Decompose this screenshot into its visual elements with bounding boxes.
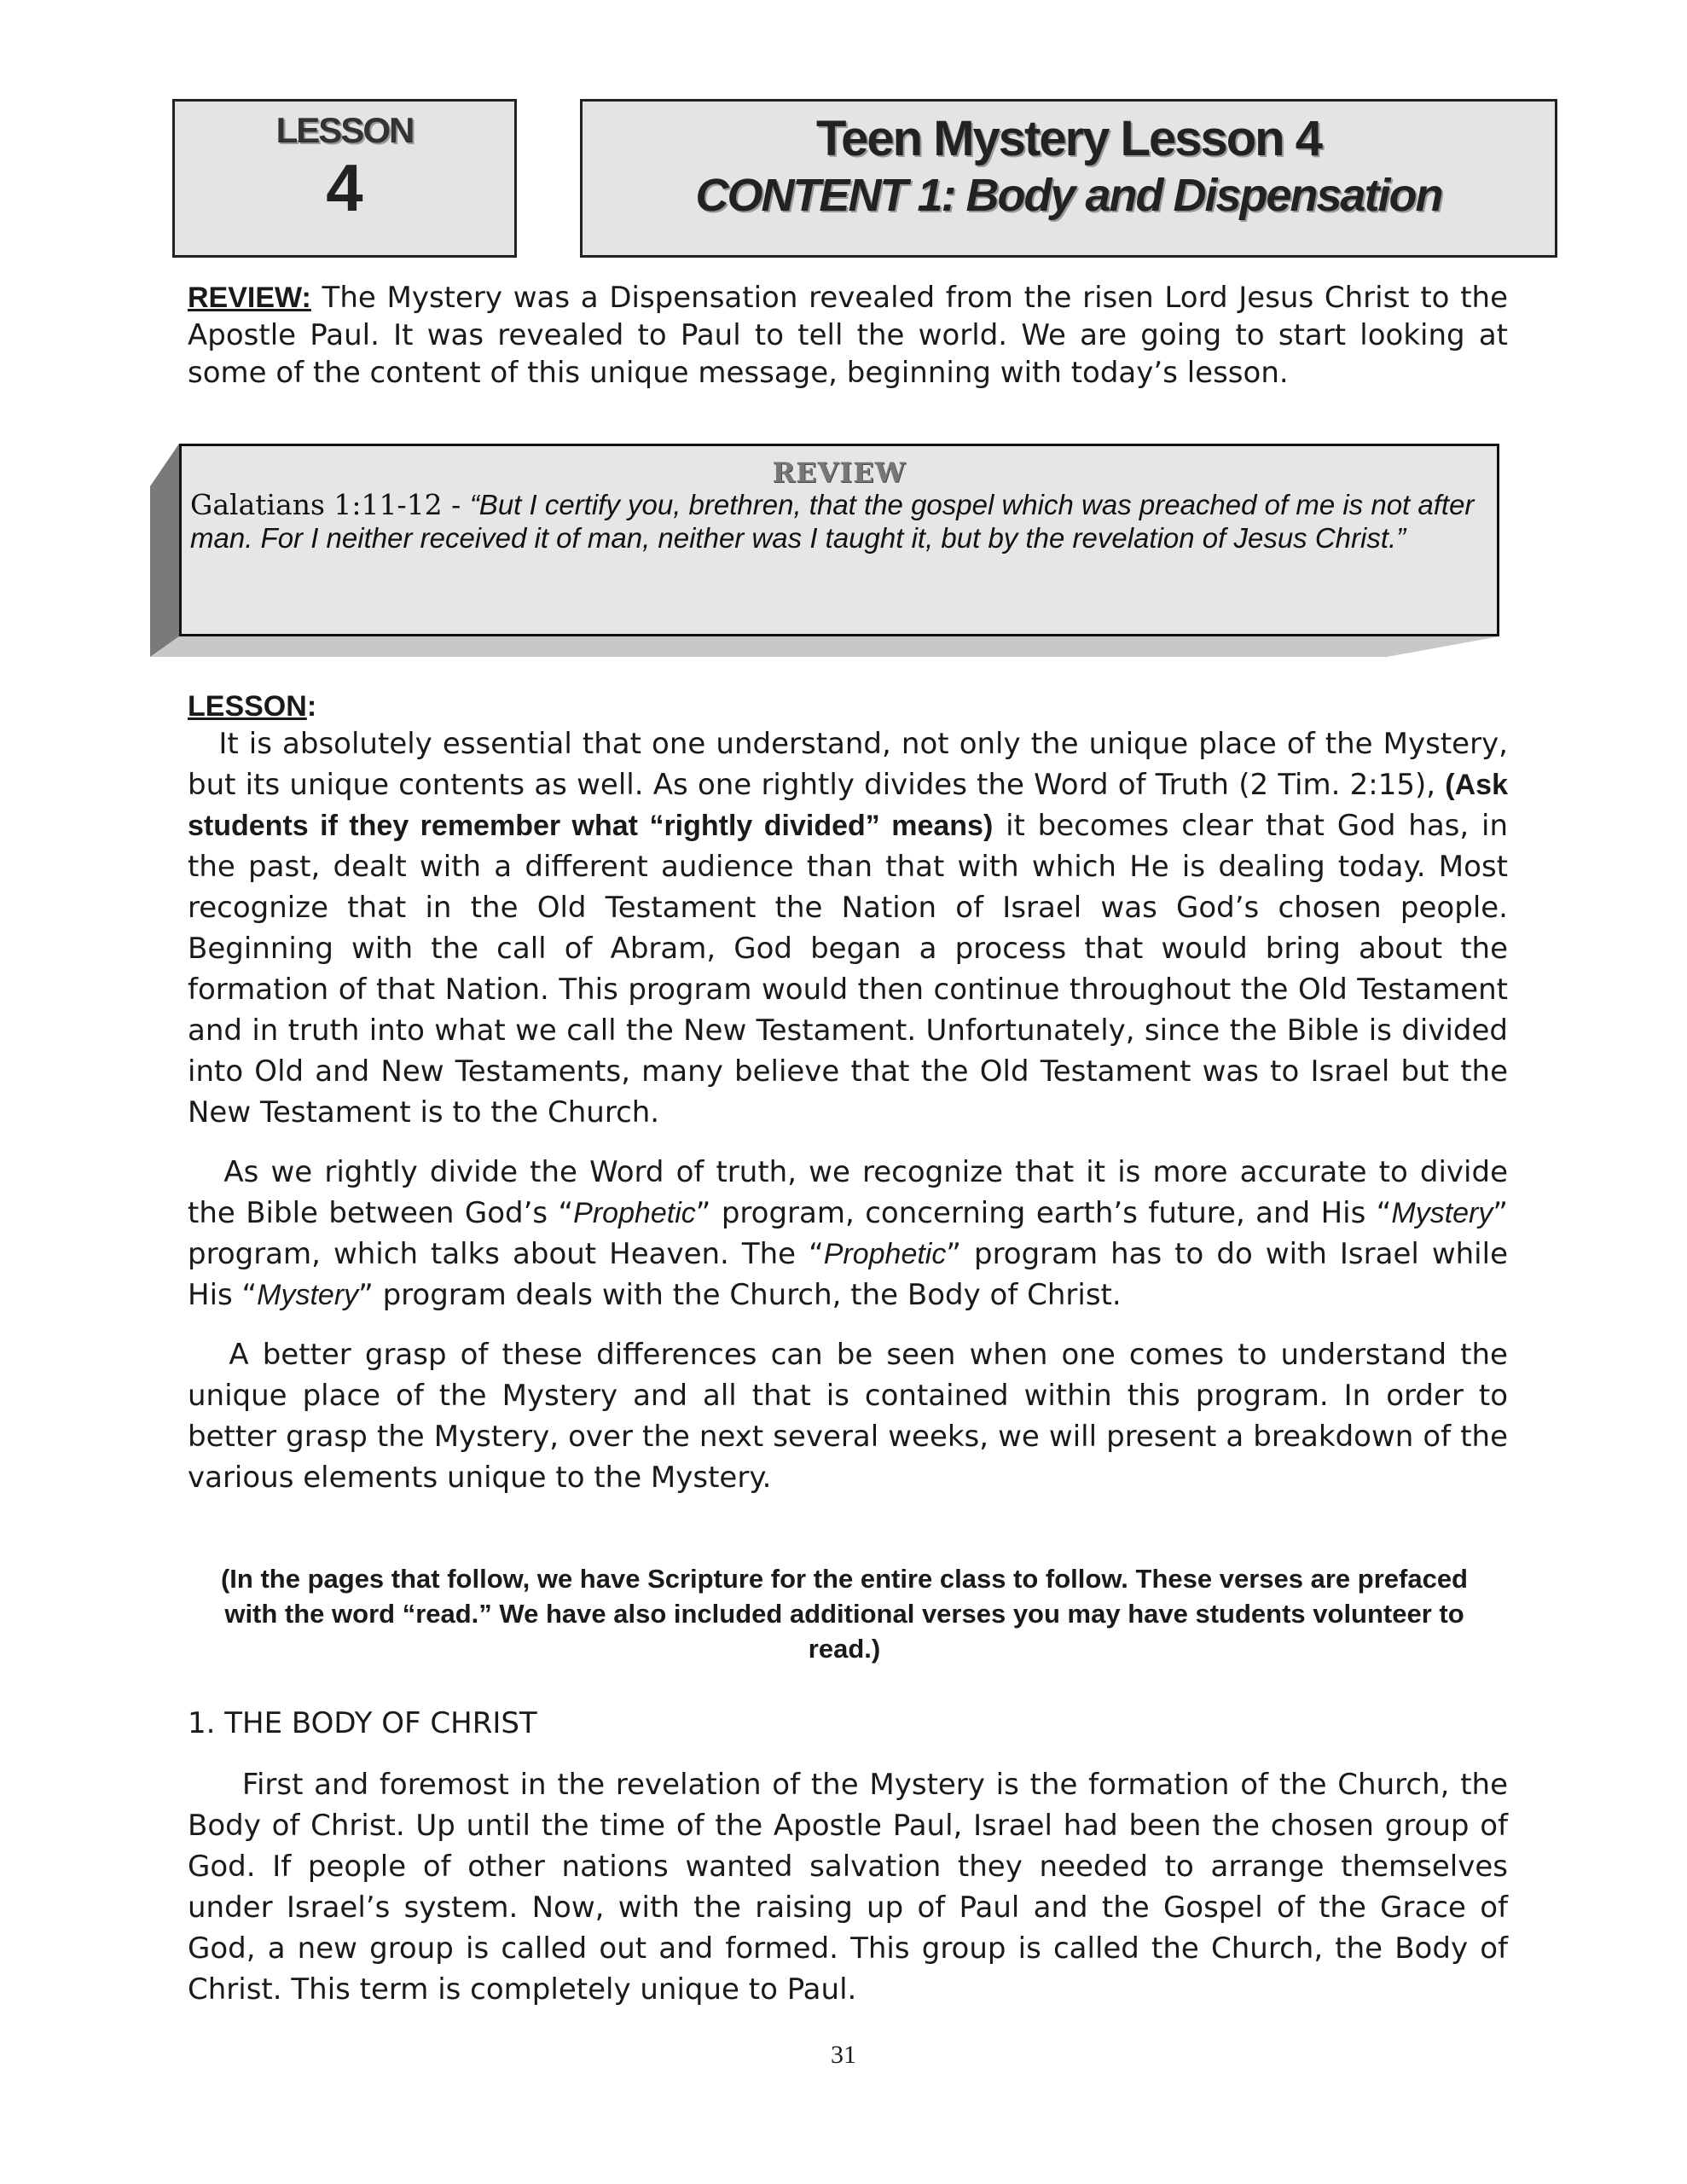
scripture-reference: Galatians 1:11-12 - bbox=[190, 488, 470, 521]
p2-text-d: ” program has to do with Israel while His “ bbox=[188, 1237, 1517, 1312]
p2-text-a: As we rightly divide the Word of truth, we recognize that it is more accurate to divide the Bible between God’s “ bbox=[188, 1155, 1517, 1230]
p2-mystery-1: Mystery bbox=[1391, 1197, 1493, 1229]
lesson-label: LESSON bbox=[275, 110, 414, 150]
p2-text-c: ” program, which talks about Heaven. The “ bbox=[188, 1196, 1517, 1271]
p2-prophetic-2: Prophetic bbox=[823, 1238, 947, 1270]
p2-text-b: ” program, concerning earth’s future, and His “ bbox=[695, 1196, 1392, 1230]
p1-text-start: It is absolutely essential that one understand, not only the unique place of the Mystery, but its unique contents as well. As one rightly divides the Word of Truth (2 Tim. 2:15), bbox=[188, 727, 1517, 802]
page-title: Teen Mystery Lesson 4 bbox=[816, 111, 1321, 166]
section-heading: 1. THE BODY OF CHRIST bbox=[188, 1706, 537, 1740]
page-subtitle: CONTENT 1: Body and Dispensation bbox=[695, 170, 1442, 221]
lesson-paragraph-1 bbox=[188, 723, 1517, 1133]
p1-teacher-prompt: (Ask students if they remember what “rightly divided” means) bbox=[188, 769, 1516, 842]
review-callout bbox=[179, 444, 1499, 636]
lesson-section bbox=[188, 689, 1517, 1498]
p2-text-e: ” program deals with the Church, the Body of Christ. bbox=[358, 1278, 1122, 1312]
lesson-number-box bbox=[172, 99, 517, 258]
teacher-note: (In the pages that follow, we have Scripture for the entire class to follow. These verses are prefaced with the word “read.” We have also included additional verses you may have students volunteer to read.) bbox=[220, 1564, 1468, 1664]
section-paragraph: First and foremost in the revelation of the Mystery is the formation of the Church, the Body of Christ. Up until the time of the Apostle Paul, Israel had been the chosen group of God. If people of other nations wanted salvation they needed to arrange themselves under Israel’s system. Now, with the raising up of Paul and the Gospel of the Grace of God, a new group is called out and formed. This group is called the Church, the Body of Christ. This term is completely unique to Paul. bbox=[188, 1768, 1517, 2007]
title-box bbox=[580, 99, 1557, 258]
scripture-quote: “But I certify you, brethren, that the gospel which was preached of me is not after man. For I neither received it of man, neither was I taught it, but by the revelation of Jesus Christ.” bbox=[190, 489, 1475, 554]
lesson-paragraph-2 bbox=[188, 1152, 1517, 1316]
review-scripture bbox=[182, 489, 1497, 555]
lesson-number: 4 bbox=[326, 150, 363, 225]
review-intro-label: REVIEW: bbox=[188, 282, 311, 314]
lesson-label-heading: LESSON bbox=[188, 690, 307, 723]
p2-prophetic-1: Prophetic bbox=[573, 1197, 696, 1229]
lesson-colon: : bbox=[306, 690, 317, 723]
review-intro bbox=[188, 279, 1508, 392]
lesson-paragraph-3: A better grasp of these differences can be seen when one comes to understand the unique place of the Mystery and all that is contained within this program. In order to better grasp the Mystery, over the next several weeks, we will present a breakdown of the various elements unique to the Mystery. bbox=[188, 1338, 1517, 1495]
page-number: 31 bbox=[831, 2041, 856, 2069]
p1-text-end: it becomes clear that God has, in the past, dealt with a different audience than that with which He is dealing today. Most recognize that in the Old Testament the Nation of Israel was God’s chosen people. Beginning with the call of Abram, God began a process that would bring about the formation of that Nation. This program would then continue throughout the Old Testament and in truth into what we call the New Testament. Unfortunately, since the Bible is divided into Old and New Testaments, many believe that the Old Testament was to Israel but the New Testament is to the Church. bbox=[188, 809, 1517, 1130]
review-heading: REVIEW bbox=[772, 456, 907, 489]
section-body-of-christ bbox=[188, 1703, 1517, 2010]
review-intro-text: The Mystery was a Dispensation revealed from the risen Lord Jesus Christ to the Apostle Paul. It was revealed to Paul to tell the world. We are going to start looking at some of the content of this unique message, beginning with today’s lesson. bbox=[188, 281, 1508, 390]
p2-mystery-2: Mystery bbox=[257, 1279, 359, 1311]
